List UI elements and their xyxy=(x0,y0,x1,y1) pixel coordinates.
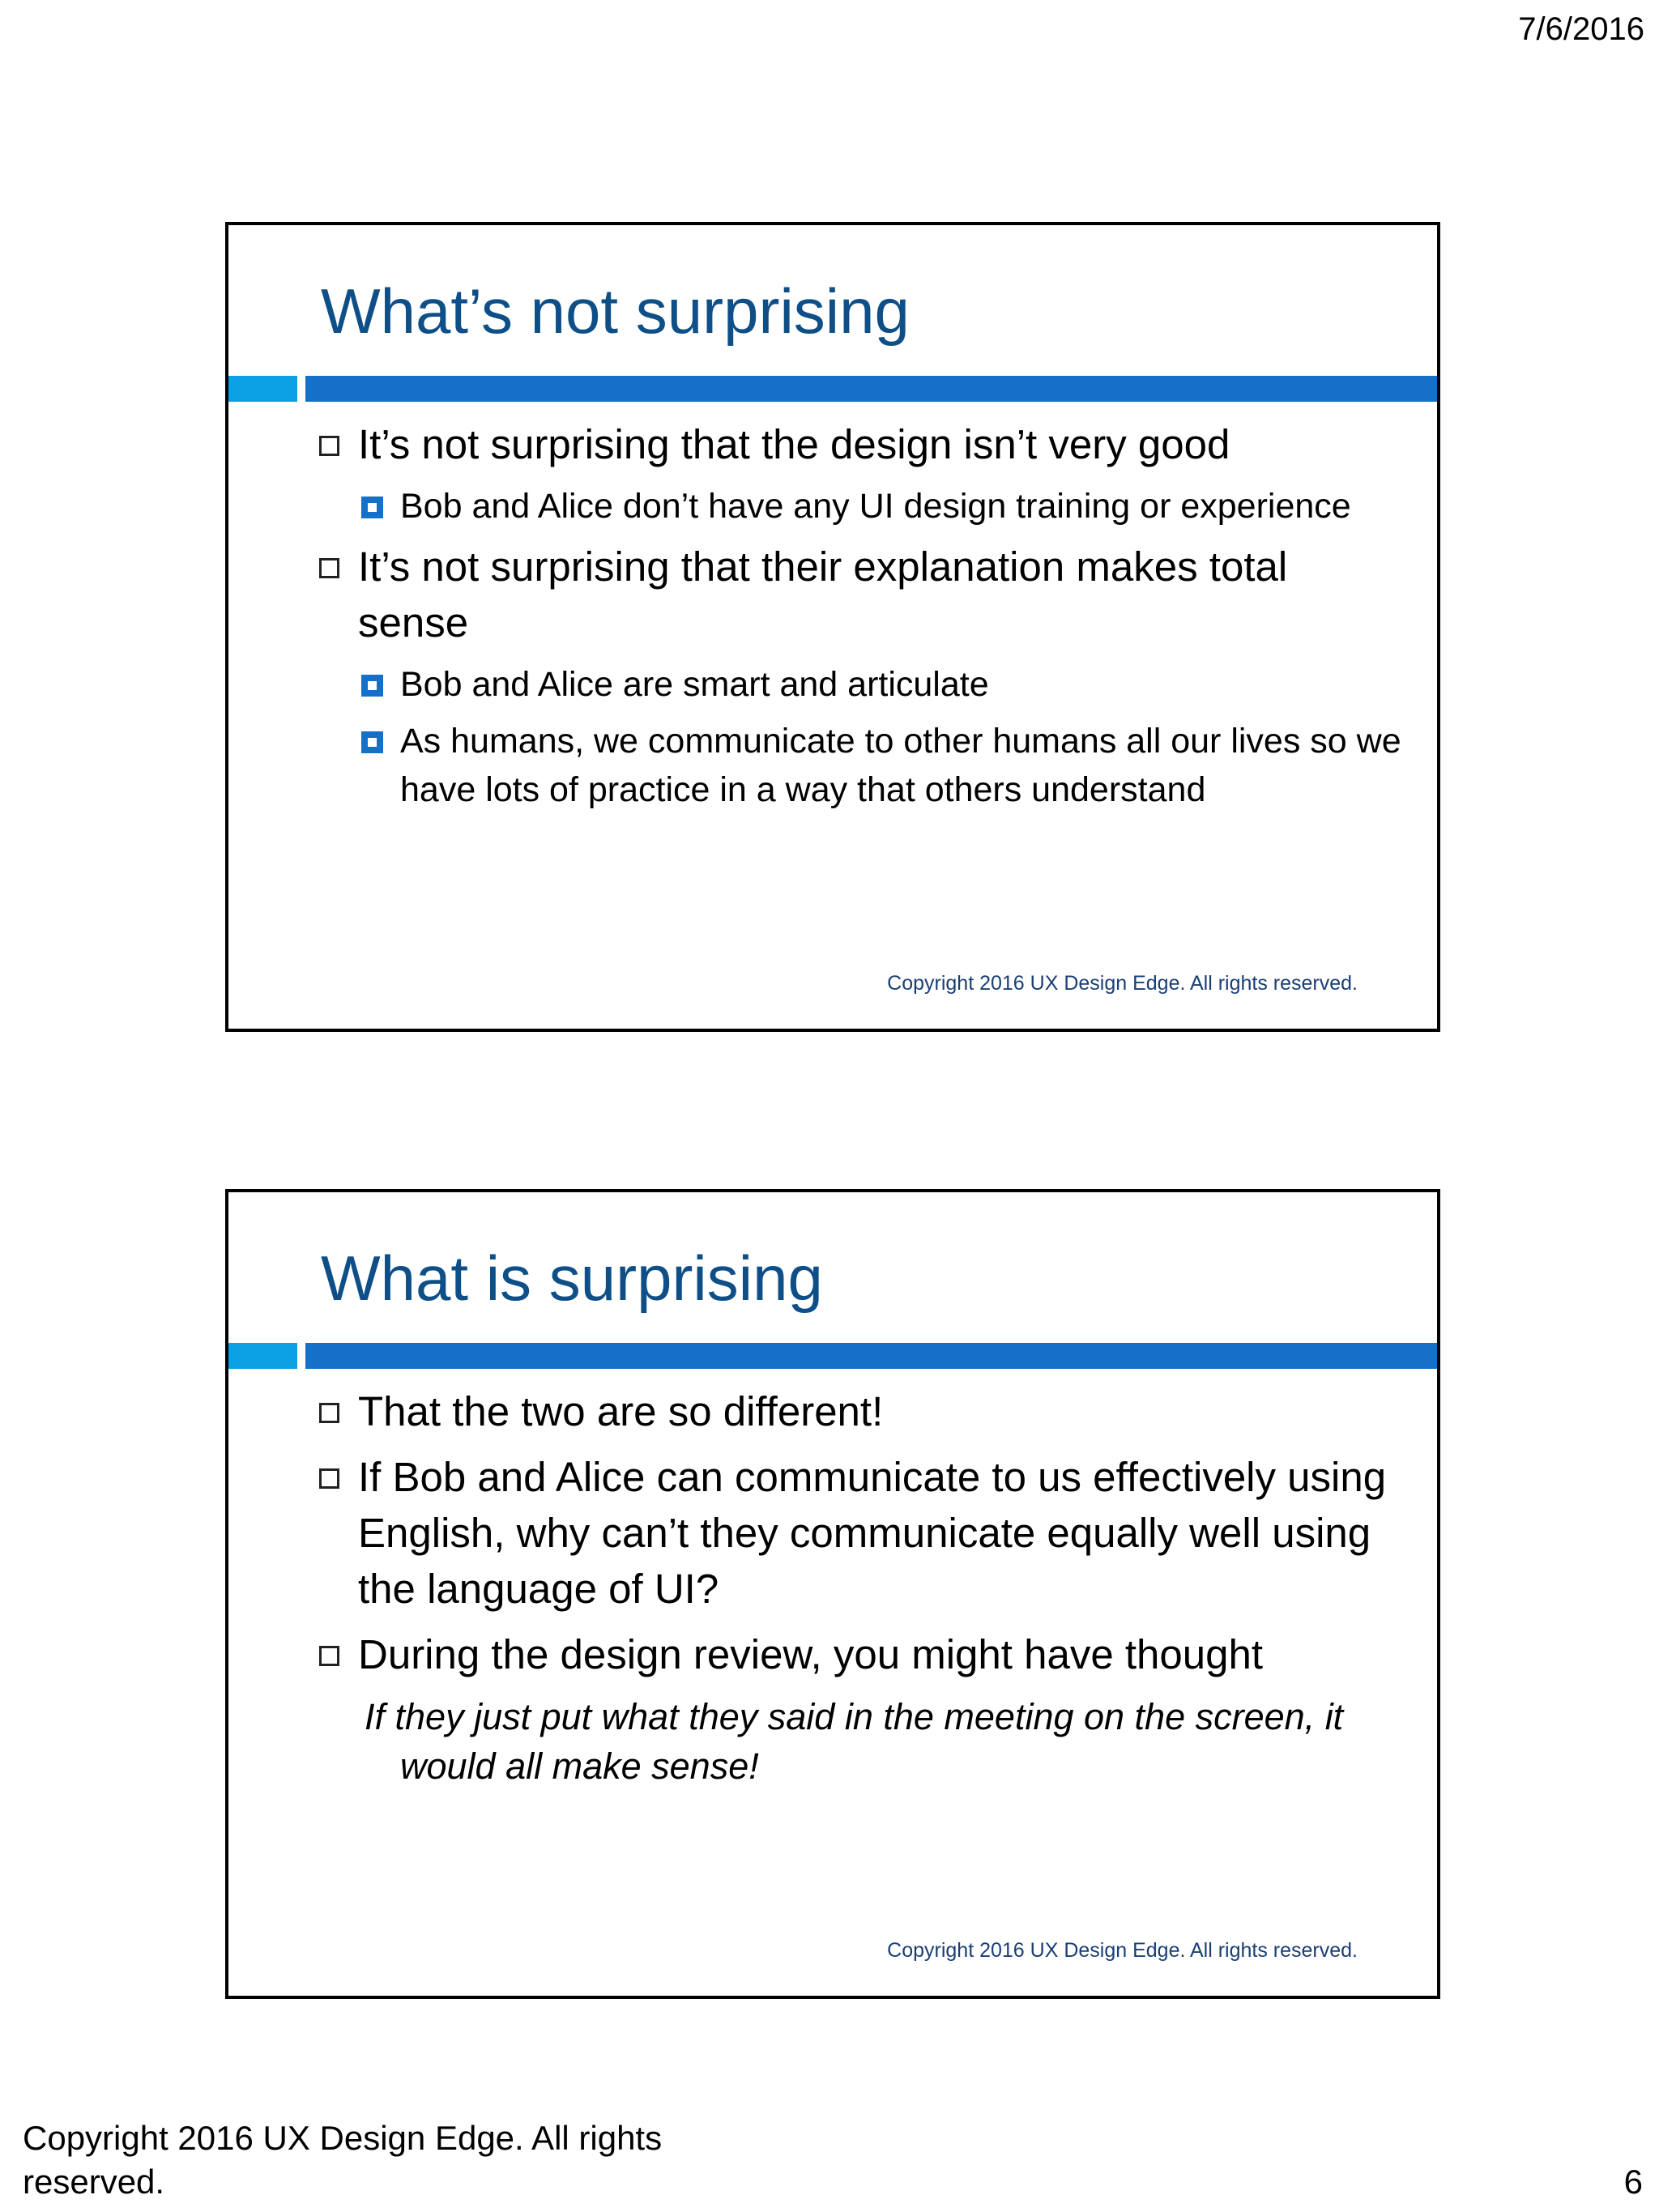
hollow-square-bullet-icon xyxy=(319,1403,339,1423)
bullet-level1 xyxy=(319,1383,1405,1439)
slide-what-is-surprising xyxy=(225,1189,1440,1999)
slide-copyright: Copyright 2016 UX Design Edge. All rights reserved. xyxy=(887,972,1358,995)
slide-whats-not-surprising xyxy=(225,222,1440,1032)
bullet-text: As humans, we communicate to other humans all our lives so we have lots of practice in a way that others understand xyxy=(400,722,1401,809)
italic-quote: If they just put what they said in the meeting on the screen, it would all make sense! xyxy=(365,1696,1344,1787)
slide-body xyxy=(319,416,1405,822)
accent-bar-main xyxy=(305,1343,1437,1369)
bullet-text: During the design review, you might have thought xyxy=(358,1631,1264,1677)
bullet-level1 xyxy=(319,416,1405,472)
filled-square-bullet-icon xyxy=(361,497,383,518)
bullet-level2 xyxy=(358,717,1405,814)
slide-title: What is surprising xyxy=(321,1242,823,1314)
bullet-text: It’s not surprising that their explanation makes total sense xyxy=(358,543,1288,646)
hollow-square-bullet-icon xyxy=(319,1646,339,1666)
filled-square-bullet-icon xyxy=(361,731,383,753)
bullet-text: It’s not surprising that the design isn’t very good xyxy=(358,421,1230,467)
page-number: 6 xyxy=(1623,2163,1643,2201)
bullet-level1 xyxy=(319,1449,1405,1617)
accent-bar-left xyxy=(228,1343,297,1369)
accent-bar-main xyxy=(305,376,1437,402)
bullet-level2 xyxy=(358,660,1405,709)
hollow-square-bullet-icon xyxy=(319,1468,339,1489)
hollow-square-bullet-icon xyxy=(319,558,339,578)
bullet-text: That the two are so different! xyxy=(358,1388,884,1434)
bullet-text: Bob and Alice are smart and articulate xyxy=(400,665,989,704)
page-date: 7/6/2016 xyxy=(1518,11,1644,47)
slide-body xyxy=(319,1383,1405,1791)
bullet-level1 xyxy=(319,1626,1405,1682)
bullet-level2 xyxy=(358,482,1405,531)
bullet-text: Bob and Alice don’t have any UI design training or experience xyxy=(400,487,1351,526)
slide-title: What’s not surprising xyxy=(321,275,910,347)
page-copyright: Copyright 2016 UX Design Edge. All rights reserved. xyxy=(23,2119,663,2201)
bullet-level1 xyxy=(319,539,1405,650)
accent-bar-left xyxy=(228,376,297,402)
bullet-text: If Bob and Alice can communicate to us effectively using English, why can’t they communicate equally well using the language of UI? xyxy=(358,1454,1387,1612)
filled-square-bullet-icon xyxy=(361,675,383,697)
hollow-square-bullet-icon xyxy=(319,436,339,456)
slide-copyright: Copyright 2016 UX Design Edge. All rights reserved. xyxy=(887,1939,1358,1962)
